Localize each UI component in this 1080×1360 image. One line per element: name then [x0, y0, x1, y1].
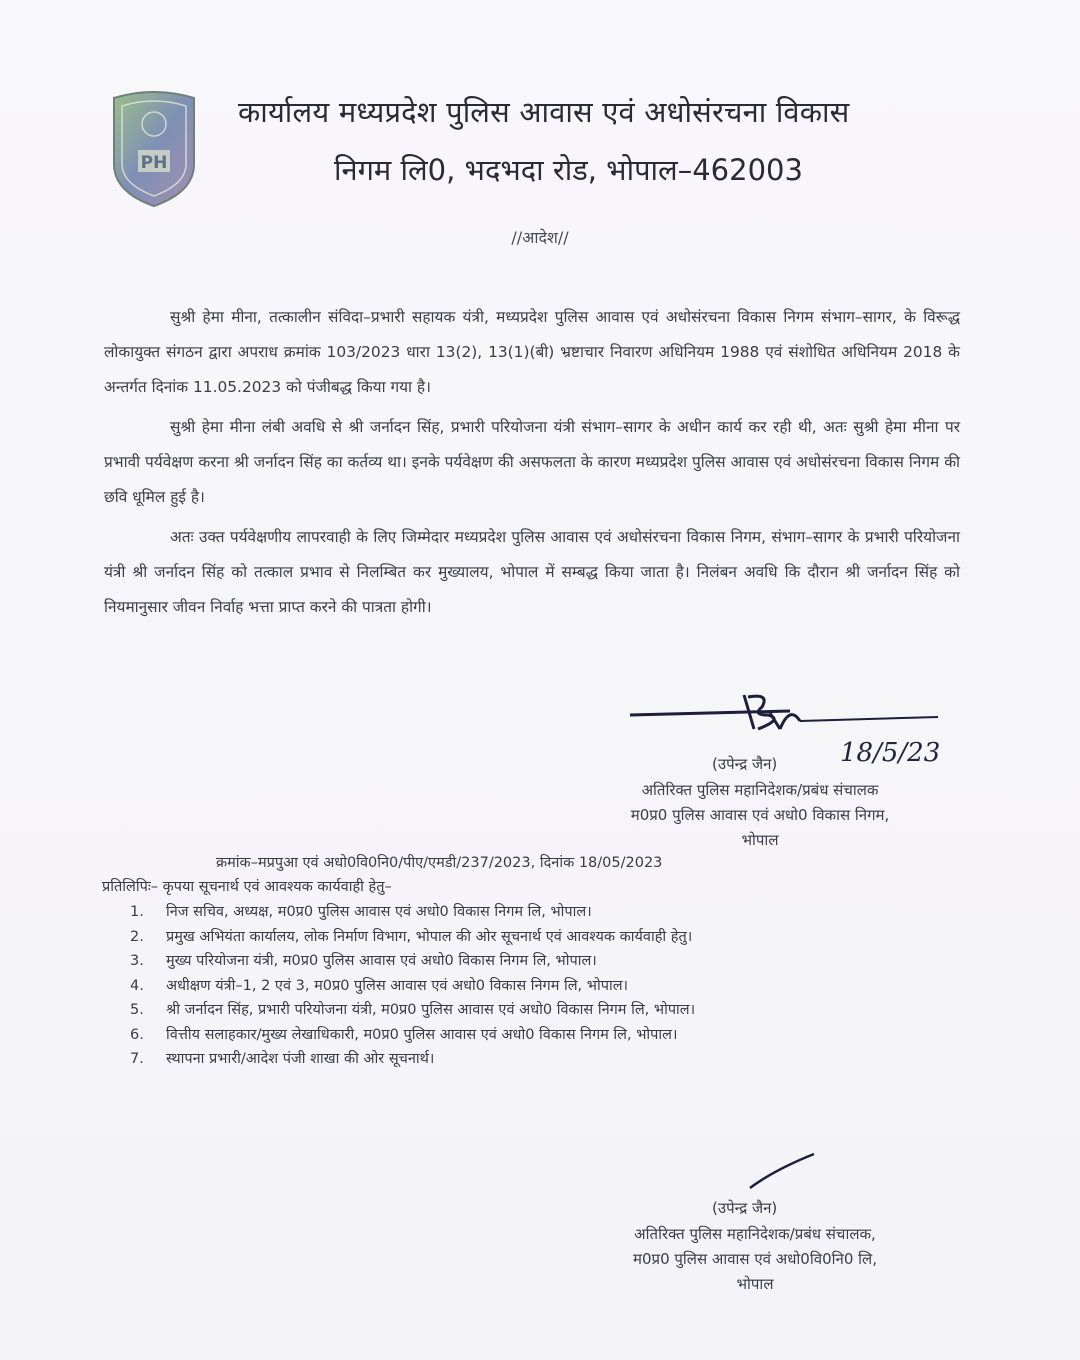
- second-signature-mark: [744, 1148, 824, 1198]
- svg-text:PH: PH: [140, 153, 168, 173]
- list-item: 6. वित्तीय सलाहकार/मुख्य लेखाधिकारी, म0प्र0 पुलिस आवास एवं अधो0 विकास निगम लि, भोपाल।: [130, 1026, 678, 1043]
- copy-to-list: [130, 900, 695, 1072]
- order-title: //आदेश//: [511, 228, 569, 247]
- list-item: 7. स्थापना प्रभारी/आदेश पंजी शाखा की ओर सूचनार्थ।: [130, 1051, 435, 1067]
- list-item: 1. निज सचिव, अध्यक्ष, म0प्र0 पुलिस आवास एवं अधो0 विकास निगम लि, भोपाल।: [130, 904, 592, 920]
- paragraph-1: सुश्री हेमा मीना, तत्कालीन संविदा–प्रभारी सहायक यंत्री, मध्यप्रदेश पुलिस आवास एवं अधोसंरचना विकास निगम संभाग–सागर, के विरूद्ध लोकायुक्त संगठन द्वारा अपराध क्रमांक 103/2023 धारा 13(2), 13(1)(बी) भ्रष्टाचार निवारण अधिनियम 1988 एवं संशोधित अधिनियम 2018 के अन्तर्गत दिनांक 11.05.2023 को पंजीबद्ध किया गया है।: [104, 308, 960, 396]
- signature-date: 18/5/23: [840, 738, 941, 768]
- second-signatory-designation: अतिरिक्त पुलिस महानिदेशक/प्रबंध संचालक, म0प्र0 पुलिस आवास एवं अधो0वि0नि0 लि, भोपाल: [633, 1225, 877, 1293]
- office-header-line2: निगम लि0, भदभदा रोड, भोपाल–462003: [334, 153, 803, 187]
- list-item: 3. मुख्य परियोजना यंत्री, म0प्र0 पुलिस आवास एवं अधो0 विकास निगम लि, भोपाल।: [130, 953, 597, 969]
- paragraph-2: सुश्री हेमा मीना लंबी अवधि से श्री जर्नादन सिंह, प्रभारी परियोजना यंत्री संभाग–सागर के अधीन कार्य कर रही थी, अतः सुश्री हेमा मीना पर प्रभावी पर्यवेक्षण करना श्री जर्नादन सिंह का कर्तव्य था। इनके पर्यवेक्षण की असफलता के कारण मध्यप्रदेश पुलिस आवास एवं अधोसंरचना विकास निगम की छवि धूमिल हुई है।: [104, 418, 960, 506]
- signatory-name: (उपेन्द्र जैन): [712, 755, 778, 773]
- signatory-designation: अतिरिक्त पुलिस महानिदेशक/प्रबंध संचालक म0प्र0 पुलिस आवास एवं अधो0 विकास निगम, भोपाल: [630, 781, 890, 849]
- list-item: 4. अधीक्षण यंत्री–1, 2 एवं 3, म0प्र0 पुलिस आवास एवं अधो0 विकास निगम लि, भोपाल।: [130, 977, 629, 994]
- reference-number: क्रमांक–मप्रपुआ एवं अधो0वि0नि0/पीए/एमडी/237/2023, दिनांक 18/05/2023: [216, 855, 663, 871]
- copy-to-heading: प्रतिलिपिः– कृपया सूचनार्थ एवं आवश्यक कार्यवाही हेतु–: [102, 879, 392, 895]
- list-item: 5. श्री जर्नादन सिंह, प्रभारी परियोजना यंत्री, म0प्र0 पुलिस आवास एवं अधो0 विकास निगम लि, भोपाल।: [130, 1002, 696, 1018]
- second-signatory-name: (उपेन्द्र जैन): [712, 1199, 778, 1217]
- paragraph-3: अतः उक्त पर्यवेक्षणीय लापरवाही के लिए जिम्मेदार मध्यप्रदेश पुलिस आवास एवं अधोसंरचना विकास निगम, संभाग–सागर के प्रभारी परियोजना यंत्री श्री जर्नादन सिंह को तत्काल प्रभाव से निलम्बित कर मुख्यालय, भोपाल में सम्बद्ध किया जाता है। निलंबन अवधि कि दौरान श्री जर्नादन सिंह को नियमानुसार जीवन निर्वाह भत्ता प्राप्त करने की पात्रता होगी।: [104, 528, 960, 616]
- office-header-line1: कार्यालय मध्यप्रदेश पुलिस आवास एवं अधोसंरचना विकास: [238, 95, 850, 129]
- organization-emblem-icon: [108, 84, 200, 210]
- list-item: 2. प्रमुख अभियंता कार्यालय, लोक निर्माण विभाग, भोपाल की ओर सूचनार्थ एवं आवश्यक कार्यवाही हेतु।: [130, 928, 693, 945]
